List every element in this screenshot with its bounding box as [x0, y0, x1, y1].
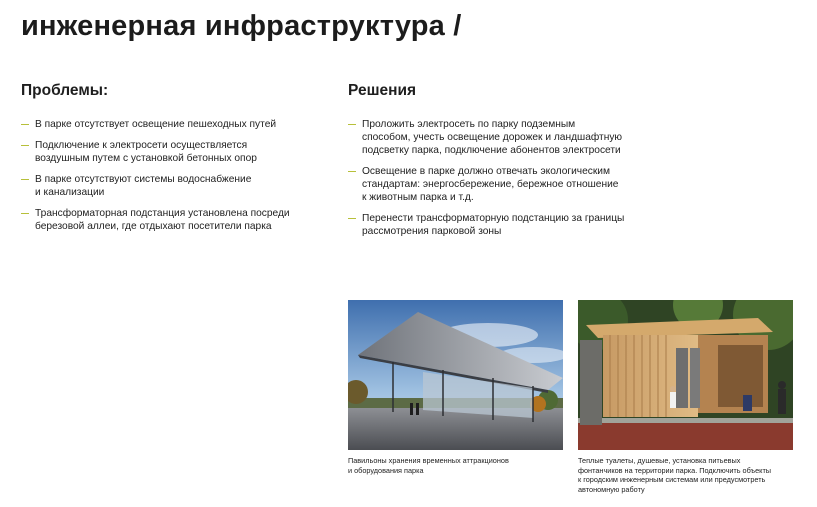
problem-item: В парке отсутствует освещение пешеходных путей — [21, 118, 331, 131]
pavilion-photo — [348, 300, 563, 450]
dash-bullet-icon — [348, 124, 356, 125]
solutions-heading: Решения — [348, 82, 417, 99]
solution-item: Перенести трансформаторную подстанцию за границы рассмотрения парковой зоны — [348, 212, 678, 238]
facilities-caption: Теплые туалеты, душевые, установка питьевых фонтанчиков на территории парка. Подключить объекты к городским инженерным системам или предусмотреть автономную работу — [578, 456, 772, 494]
dash-bullet-icon — [21, 124, 29, 125]
pavilion-caption: Павильоны хранения временных аттракционов и оборудования парка — [348, 456, 509, 475]
problems-heading: Проблемы: — [21, 82, 109, 99]
problem-item: Трансформаторная подстанция установлена посреди березовой аллеи, где отдыхают посетители парка — [21, 207, 331, 233]
solution-item: Освещение в парке должно отвечать экологическим стандартам: энергосбережение, бережное отношение к животным парка и т.д. — [348, 165, 678, 204]
solution-item: Проложить электросеть по парку подземным способом, учесть освещение дорожек и ландшафтную подсветку парка, подключение абонентов электросети — [348, 118, 678, 157]
page-title: инженерная инфраструктура / — [21, 10, 462, 42]
dash-bullet-icon — [21, 179, 29, 180]
solutions-section — [348, 82, 678, 246]
dash-bullet-icon — [348, 171, 356, 172]
solutions-list — [348, 118, 678, 238]
problem-item: Подключение к электросети осуществляется воздушным путем с установкой бетонных опор — [21, 139, 331, 165]
problems-section — [21, 82, 331, 241]
problems-list — [21, 118, 331, 233]
dash-bullet-icon — [348, 218, 356, 219]
wooden-facilities-photo — [578, 300, 793, 450]
dash-bullet-icon — [21, 145, 29, 146]
problem-item: В парке отсутствуют системы водоснабжение и канализации — [21, 173, 331, 199]
dash-bullet-icon — [21, 213, 29, 214]
